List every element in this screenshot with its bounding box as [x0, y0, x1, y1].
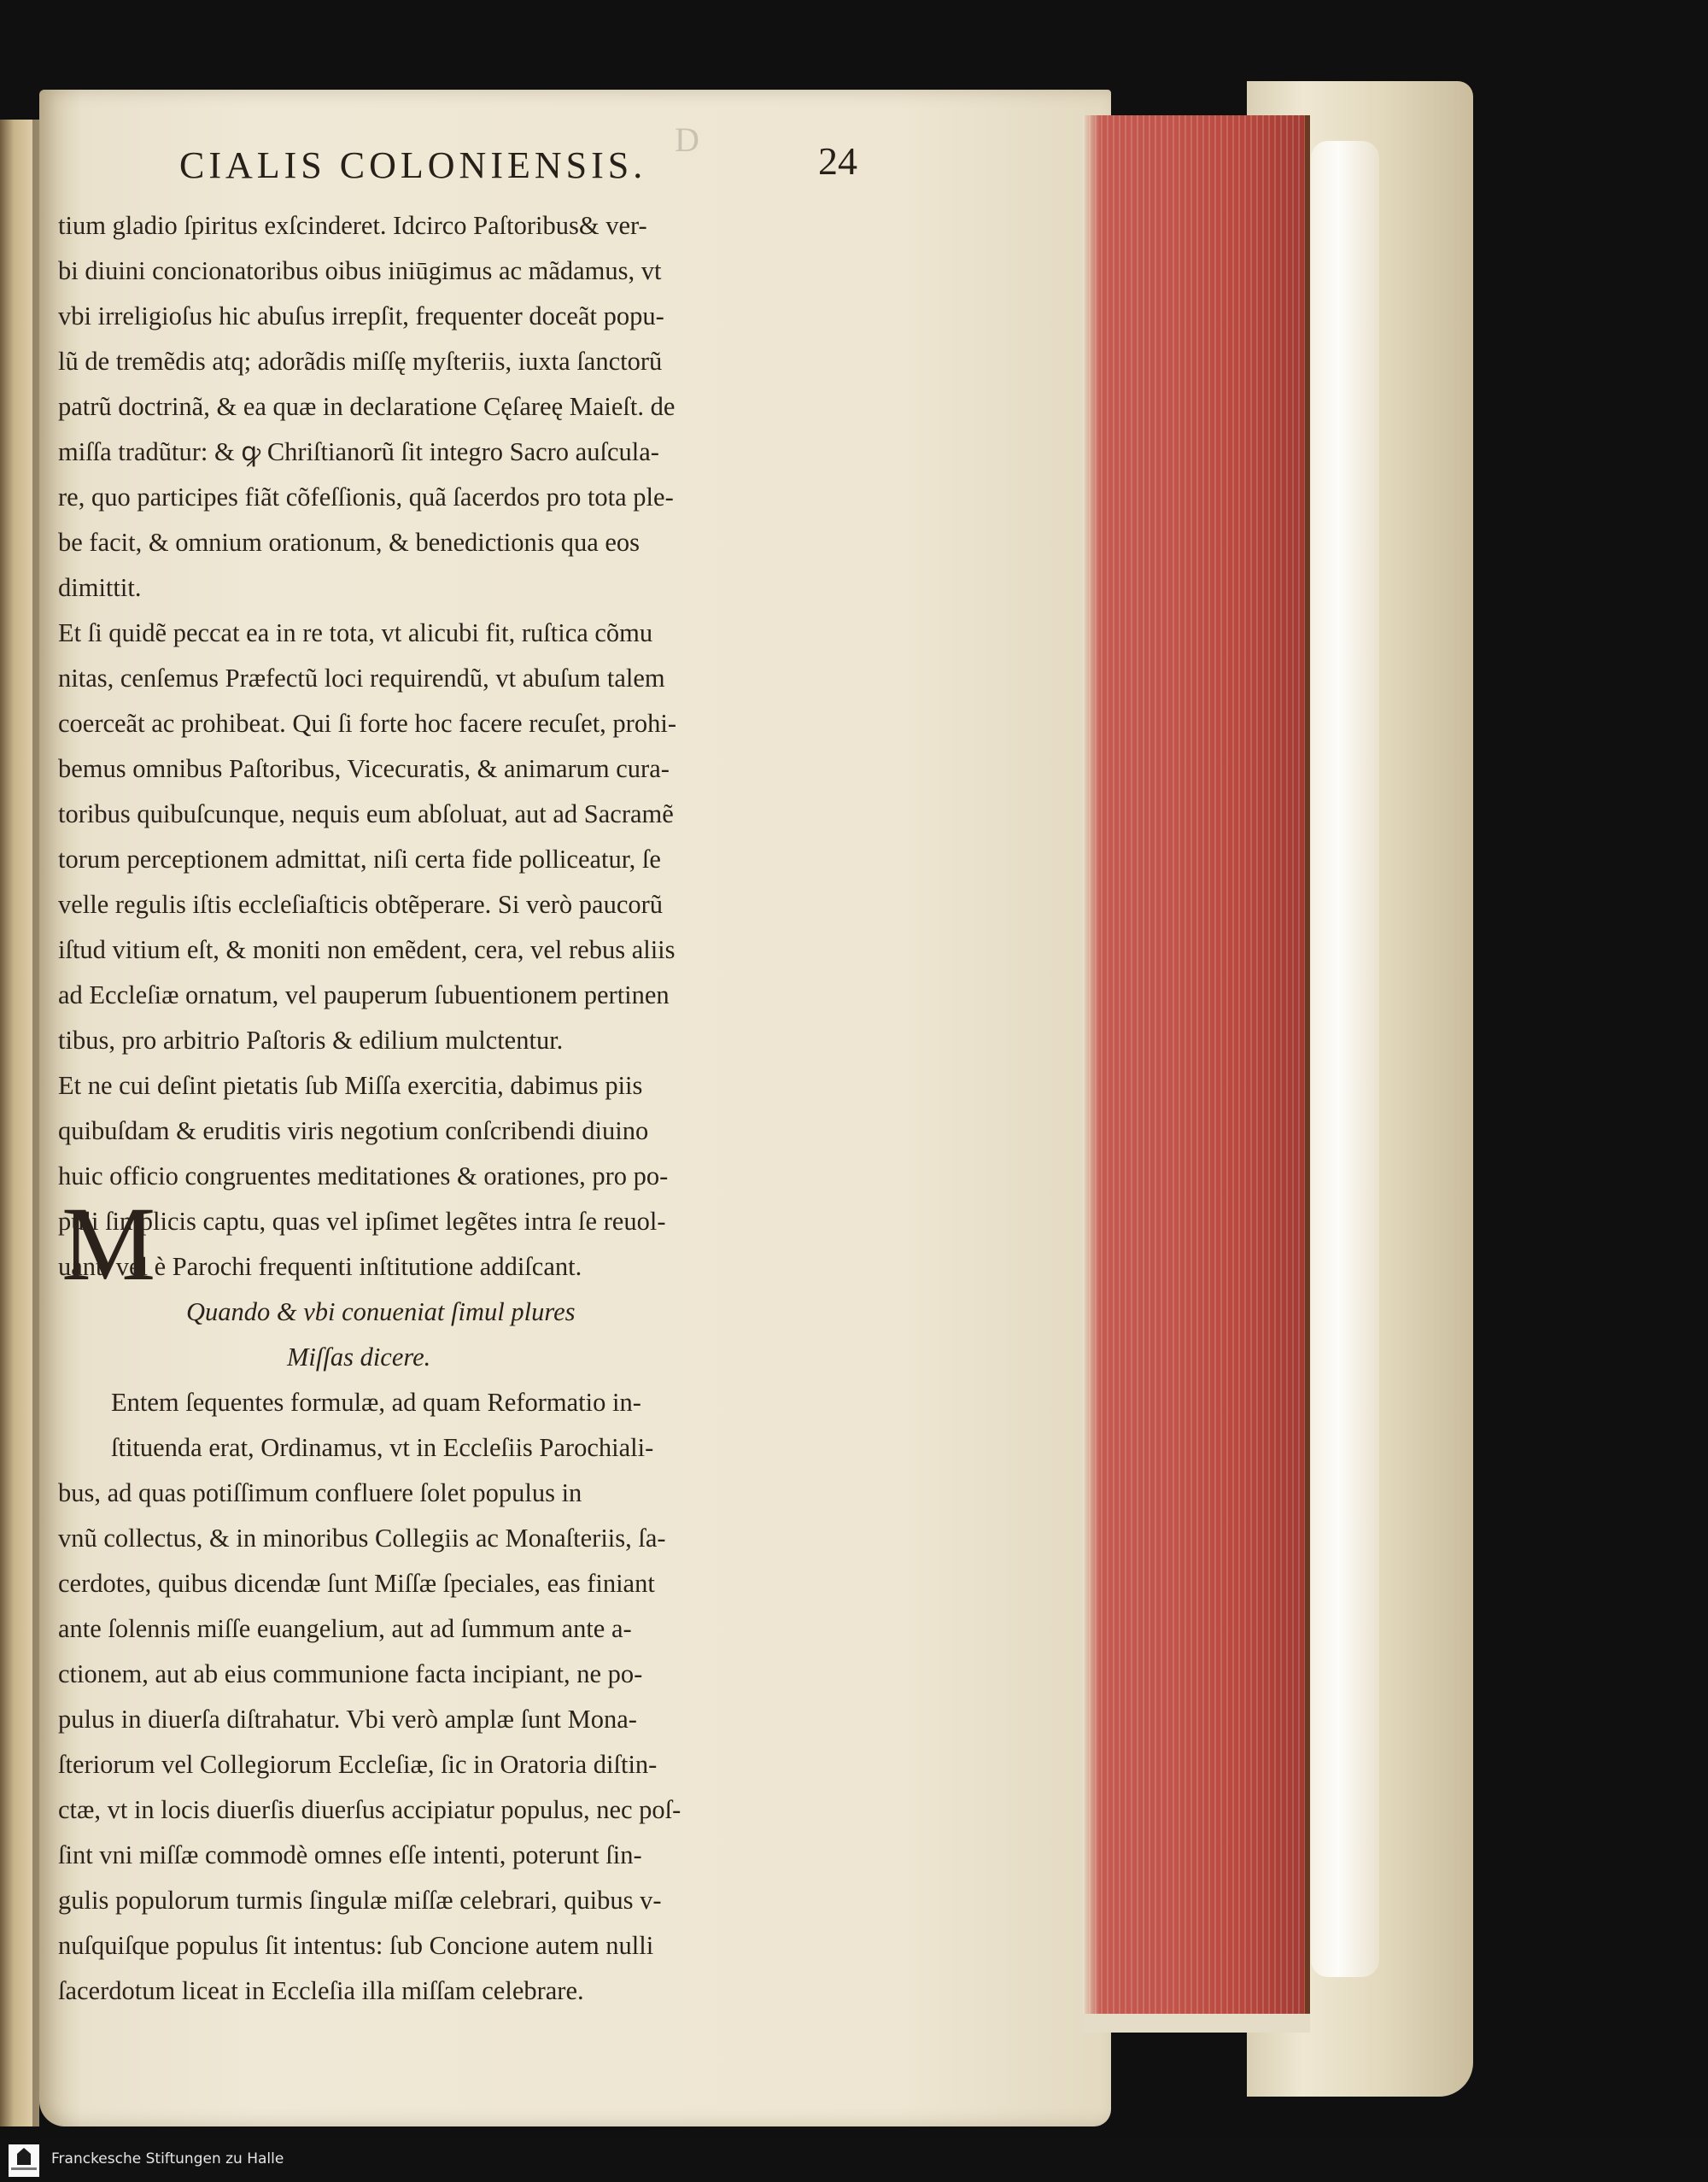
- text-line: coerceãt ac prohibeat. Qui ſi forte hoc facere recuſet, prohi-: [58, 709, 676, 738]
- facing-page-edge: [0, 120, 39, 2126]
- text-line: bi diuini concionatoribus oibus iniūgimus ac mãdamus, vt: [58, 256, 662, 285]
- red-fore-edge: [1083, 115, 1310, 2015]
- running-head: CIALIS COLONIENSIS.: [179, 144, 647, 186]
- logo-wordmark: [11, 2167, 37, 2170]
- text-line: dimittit.: [58, 573, 142, 602]
- text-line: tibus, pro arbitrio Paſtoris & edilium mulctentur.: [58, 1026, 564, 1055]
- cover-turn-in: [1311, 141, 1379, 1977]
- paragraph-line: cerdotes, quibus dicendæ ſunt Miſſæ ſpeciales, eas finiant: [58, 1569, 655, 1598]
- text-line: tium gladio ſpiritus exſcinderet. Idcirco Paſtoribus& ver-: [58, 211, 647, 240]
- paragraph-line: vnũ collectus, & in minoribus Collegiis ac Monaſteriis, ſa-: [58, 1524, 666, 1553]
- viewer-footer: [0, 2139, 1708, 2182]
- text-line: Et ſi quidẽ peccat ea in re tota, vt alicubi fit, ruſtica cõmu: [58, 618, 653, 647]
- text-line: iſtud vitium eſt, & moniti non emẽdent, cera, vel rebus aliis: [58, 935, 676, 964]
- page-number: 24: [818, 139, 857, 183]
- paragraph-line: nuſquiſque populus ſit intentus: ſub Concione autem nulli: [58, 1931, 654, 1960]
- text-line: uant, vel è Parochi frequenti inſtitutione addiſcant.: [58, 1252, 582, 1281]
- text-line: puli ſimplicis captu, quas vel ipſimet legẽtes intra ſe reuol-: [58, 1207, 666, 1236]
- paragraph-line: ante ſolennis miſſe euangelium, aut ad ſummum ante a-: [58, 1614, 632, 1643]
- paragraph-line: ſacerdotum liceat in Eccleſia illa miſſam celebrare.: [58, 1976, 584, 2005]
- text-line: quibuſdam & eruditis viris negotium conſcribendi diuino: [58, 1116, 649, 1145]
- text-line: miſſa tradũtur: & ꝙ Chriſtianorũ ſit integro Sacro auſcula-: [58, 437, 659, 466]
- text-line: nitas, cenſemus Præfectũ loci requirendũ, vt abuſum talem: [58, 664, 665, 693]
- paragraph-line: ctionem, aut ab eius communione facta incipiant, ne po-: [58, 1659, 643, 1688]
- text-line: velle regulis iſtis eccleſiaſticis obtẽperare. Si verò paucorũ: [58, 890, 664, 919]
- text-line: torum perceptionem admittat, niſi certa fide polliceatur, ſe: [58, 845, 661, 874]
- text-column: [58, 203, 869, 2014]
- section-heading: Miſſas dicere.: [287, 1343, 431, 1372]
- paragraph-line: pulus in diuerſa diſtrahatur. Vbi verò amplæ ſunt Mona-: [58, 1705, 637, 1734]
- page-block-bottom: [1083, 2014, 1310, 2033]
- text-line: ad Eccleſiæ ornatum, vel pauperum ſubuentionem pertinen: [58, 980, 670, 1009]
- text-line: patrũ doctrinã, & ea quæ in declaratione Cęſareę Maieſt. de: [58, 392, 676, 421]
- logo-emblem: [17, 2148, 31, 2165]
- text-line: lũ de tremẽdis atq; adorãdis miſſę myſteriis, iuxta ſanctorũ: [58, 347, 663, 376]
- text-line: bemus omnibus Paſtoribus, Vicecuratis, & animarum cura-: [58, 754, 670, 783]
- drop-cap: M: [61, 1185, 156, 1302]
- section-heading: Quando & vbi conueniat ſimul plures: [186, 1297, 576, 1326]
- show-through-text: D: [675, 120, 703, 159]
- paragraph-line: ſteriorum vel Collegiorum Eccleſiæ, ſic in Oratoria diſtin-: [58, 1750, 658, 1779]
- institution-logo-icon: [9, 2144, 39, 2177]
- institution-name: Franckesche Stiftungen zu Halle: [51, 2150, 284, 2167]
- text-line: huic officio congruentes meditationes & orationes, pro po-: [58, 1161, 669, 1190]
- paragraph-line: ſint vni miſſæ commodè omnes eſſe intenti, poterunt ſin-: [58, 1840, 642, 1869]
- paragraph-line: ctæ, vt in locis diuerſis diuerſus accipiatur populus, nec poſ-: [58, 1795, 681, 1824]
- text-line: re, quo participes fiãt cõfeſſionis, quã ſacerdos pro tota ple-: [58, 483, 674, 512]
- paragraph-line: Entem ſequentes formulæ, ad quam Reformatio in-: [111, 1388, 641, 1417]
- text-line: be facit, & omnium orationum, & benedictionis qua eos: [58, 528, 640, 557]
- paragraph-line: bus, ad quas potiſſimum confluere ſolet populus in: [58, 1478, 582, 1507]
- paragraph-line: ſtituenda erat, Ordinamus, vt in Eccleſiis Parochiali-: [111, 1433, 654, 1462]
- text-line: vbi irreligioſus hic abuſus irrepſit, frequenter doceãt popu-: [58, 301, 664, 331]
- text-line: Et ne cui deſint pietatis ſub Miſſa exercitia, dabimus piis: [58, 1071, 643, 1100]
- paragraph-line: gulis populorum turmis ſingulæ miſſæ celebrari, quibus v-: [58, 1886, 662, 1915]
- text-line: toribus quibuſcunque, nequis eum abſoluat, aut ad Sacramẽ: [58, 799, 674, 828]
